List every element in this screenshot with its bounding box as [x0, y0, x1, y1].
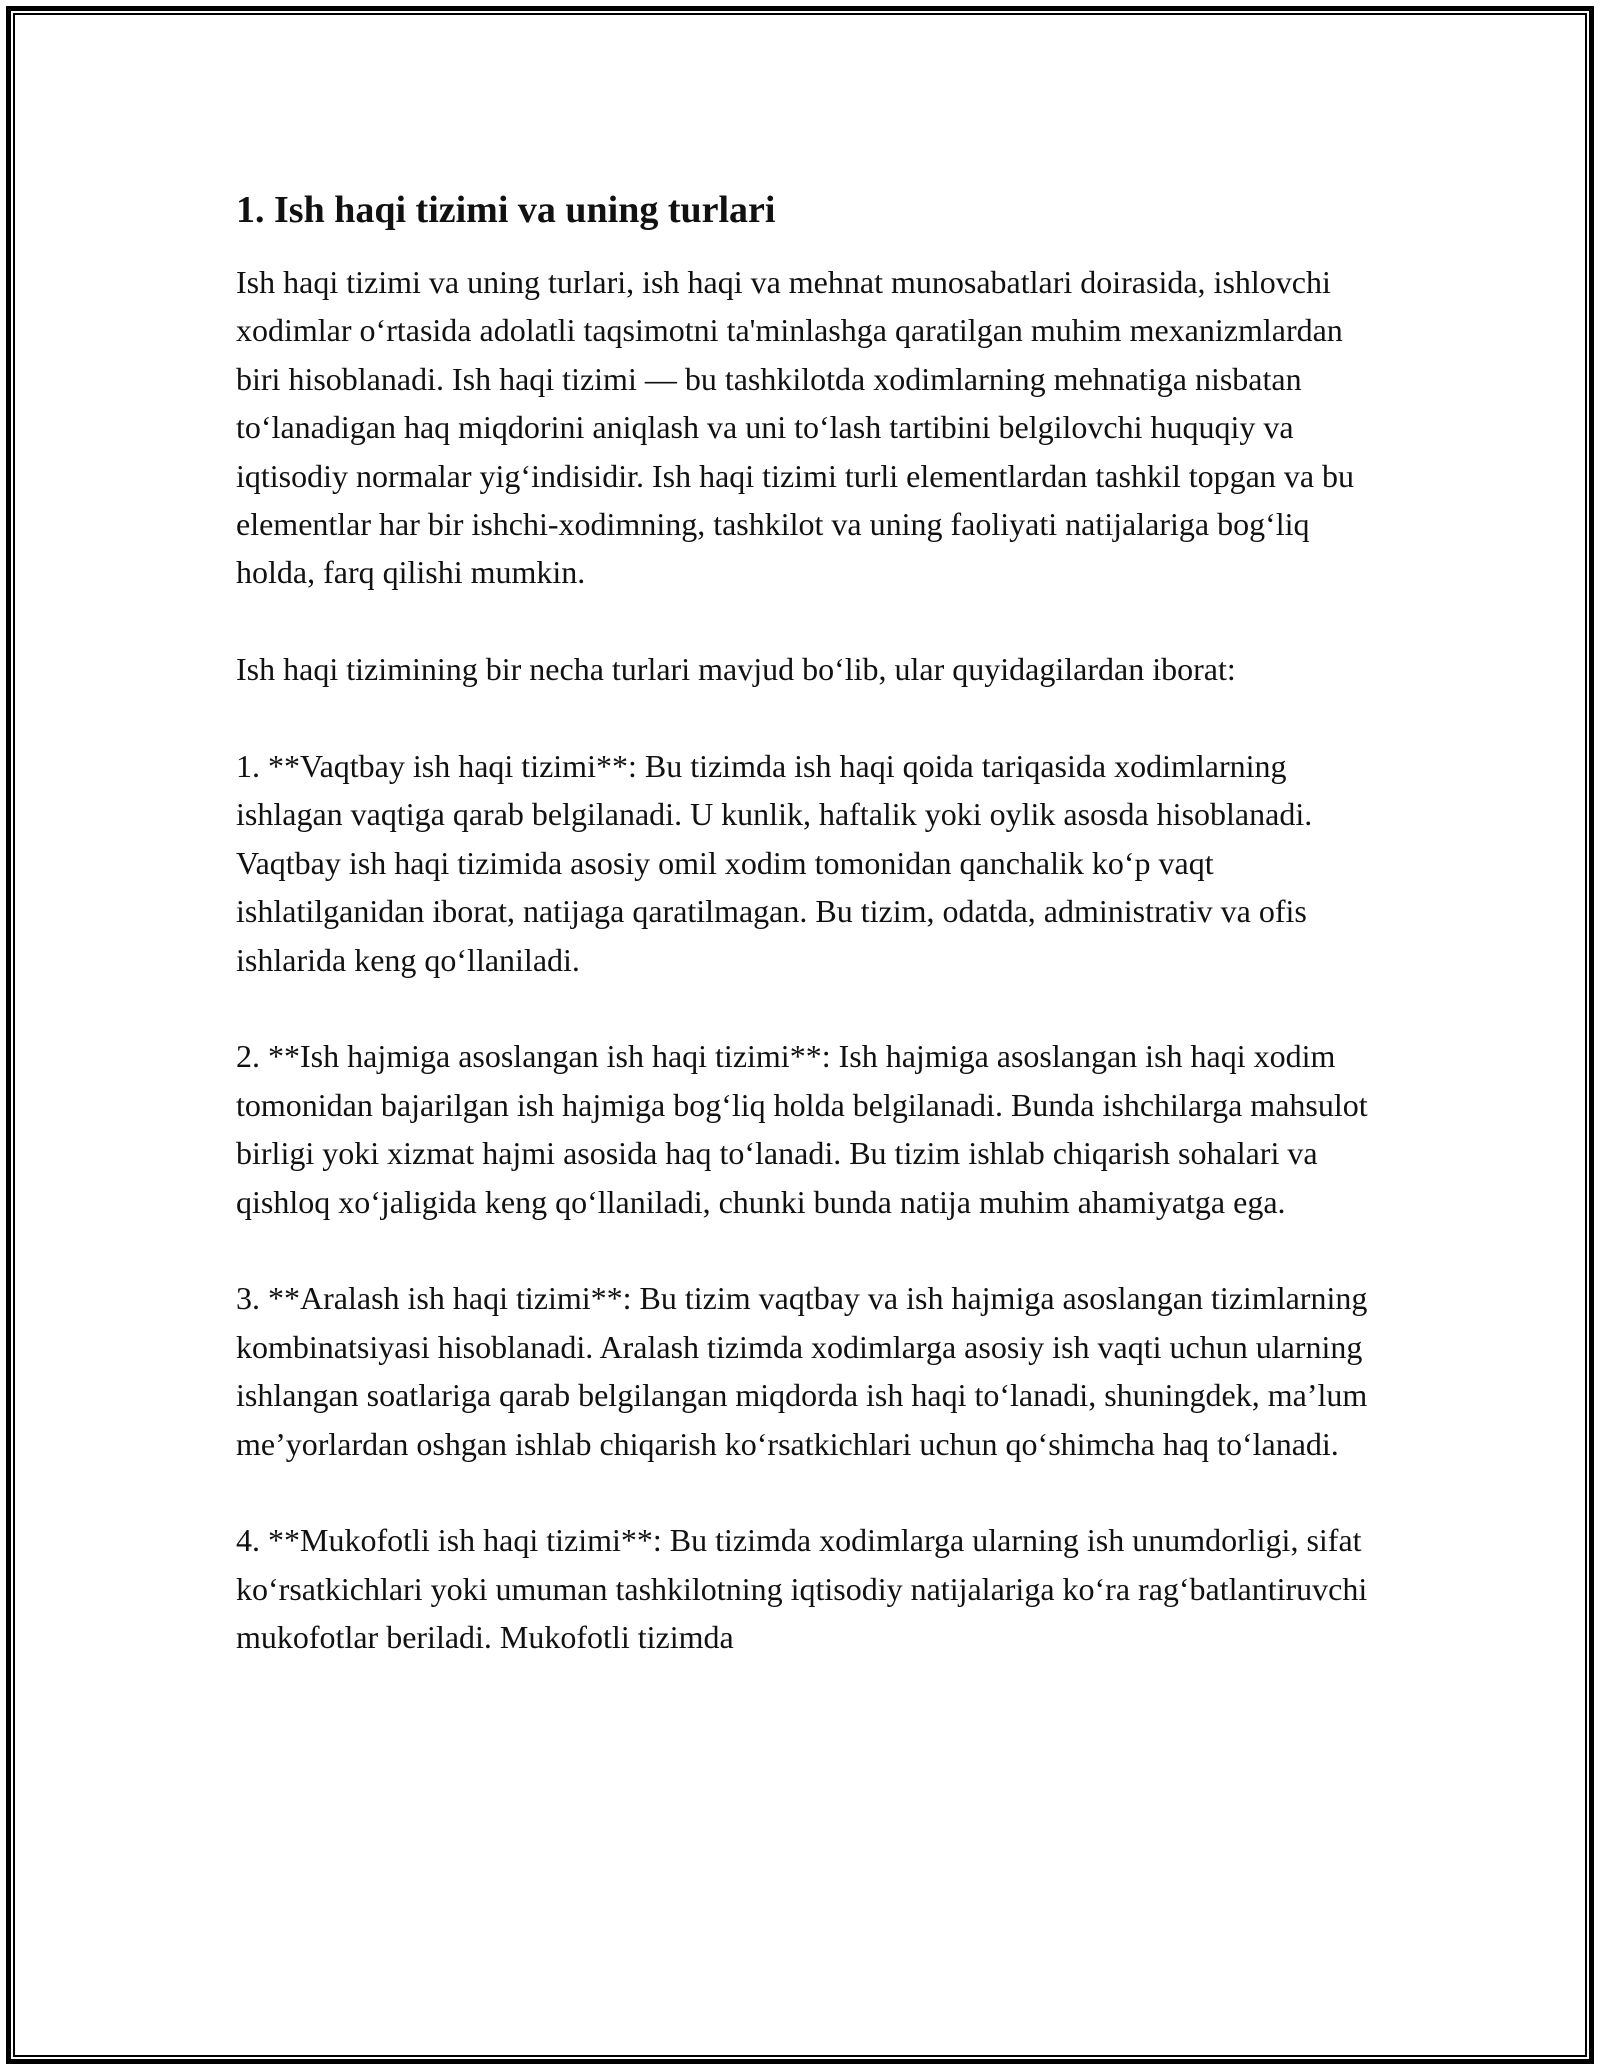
intro-paragraph: Ish haqi tizimi va uning turlari, ish haqi va mehnat munosabatlari doirasida, ishlovchi xodimlar o‘rtasida adolatli taqsimotni ta'minlashga qaratilgan muhim mexanizmlardan biri hisoblanadi. Ish haqi tizimi — bu tashkilotda xodimlarning mehnatiga nisbatan to‘lanadigan haq miqdorini aniqlash va uni to‘lash tartibini belgilovchi huquqiy va iqtisodiy normalar yig‘indisidir. Ish haqi tizimi turli elementlardan tashkil topgan va bu elementlar har bir ishchi-xodimning, tashkilot va uning faoliyati natijalariga bog‘liq holda, farq qilishi mumkin.	[236, 264, 1355, 591]
section-title: 1. Ish haqi tizimi va uning turlari	[236, 189, 776, 231]
list-item-bonus: 4. **Mukofotli ish haqi tizimi**: Bu tizimda xodimlarga ularning ish unumdorligi, sifat ko‘rsatkichlari yoki umuman tashkilotning iqtisodiy natijalariga ko‘ra rag‘batlantiruvchi mukofotlar beriladi. Mukofotli tizimda	[236, 1522, 1368, 1656]
list-item-piece-rate: 2. **Ish hajmiga asoslangan ish haqi tizimi**: Ish hajmiga asoslangan ish haqi xodim tomonidan bajarilgan ish hajmiga bog‘liq holda belgilanadi. Bunda ishchilarga mahsulot birligi yoki xizmat hajmi asosida haq to‘lanadi. Bu tizim ishlab chiqarish sohalari va qishloq xo‘jaligida keng qo‘llaniladi, chunki bunda natija muhim ahamiyatga ega.	[236, 1038, 1368, 1220]
types-intro-paragraph: Ish haqi tizimining bir necha turlari mavjud bo‘lib, ular quyidagilardan iborat:	[236, 651, 1236, 688]
list-item-time-based: 1. **Vaqtbay ish haqi tizimi**: Bu tizimda ish haqi qoida tariqasida xodimlarning ishlagan vaqtiga qarab belgilanadi. U kunlik, haftalik yoki oylik asosda hisoblanadi. Vaqtbay ish haqi tizimida asosiy omil xodim tomonidan qanchalik ko‘p vaqt ishlatilganidan iborat, natijaga qaratilmagan. Bu tizim, odatda, administrativ va ofis ishlarida keng qo‘llaniladi.	[236, 748, 1313, 978]
list-item-mixed: 3. **Aralash ish haqi tizimi**: Bu tizim vaqtbay va ish hajmiga asoslangan tizimlarning kombinatsiyasi hisoblanadi. Aralash tizimda xodimlarga asosiy ish vaqti uchun ularning ishlangan soatlariga qarab belgilangan miqdorda ish haqi to‘lanadi, shuningdek, ma’lum me’yorlardan oshgan ishlab chiqarish ko‘rsatkichlari uchun qo‘shimcha haq to‘lanadi.	[236, 1280, 1368, 1462]
document-body	[236, 186, 1378, 1662]
